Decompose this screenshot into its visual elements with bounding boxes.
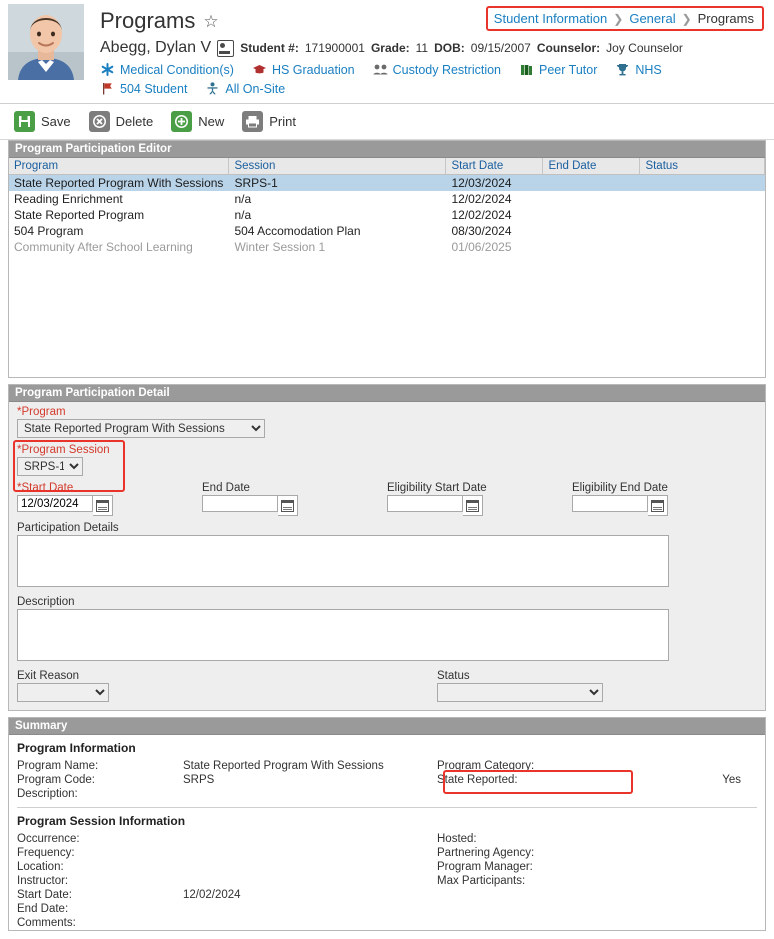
dates-row [17,482,757,516]
cell-end-date [543,175,640,192]
program-information-title: Program Information [17,741,136,755]
calendar-icon[interactable] [463,495,483,516]
occurrence-label: Occurrence: [17,833,80,845]
location-value [175,860,429,874]
cell-end-date [543,223,640,239]
program-field [17,406,757,438]
occurrence-value [175,832,429,846]
description-textarea[interactable] [17,609,669,661]
participation-details-textarea[interactable] [17,535,669,587]
column-status[interactable]: Status [640,158,765,175]
student-flags-row-1 [100,62,766,77]
program-description-value [175,787,429,801]
flag-nhs[interactable] [615,62,661,77]
flag-label: Custody Restriction [392,62,501,77]
exit-status-row [17,670,757,702]
eligibility-start-input-group [387,495,483,516]
graduation-cap-icon [252,62,267,77]
calendar-icon[interactable] [278,495,298,516]
max-participants-value [605,874,765,888]
cell-start-date: 12/03/2024 [446,175,543,192]
exit-reason-field [17,670,437,702]
spacer-label [429,787,605,801]
new-button[interactable] [171,111,224,132]
program-name-label: Program Name: [17,760,99,772]
eligibility-end-date-input[interactable] [572,495,648,512]
cell-end-date [543,239,640,255]
program-code-label: Program Code: [17,774,95,786]
table-row[interactable] [9,175,765,192]
program-select[interactable] [17,419,265,438]
column-start-date[interactable]: Start Date [446,158,543,175]
instructor-value [175,874,429,888]
table-row [9,902,765,916]
cell-program: Community After School Learning [14,240,193,254]
session-end-date-value [175,902,429,916]
eligibility-end-input-group [572,495,668,516]
print-button[interactable] [242,111,296,132]
flag-all-on-site[interactable] [205,81,285,96]
program-description-label: Description: [17,788,78,800]
cell-start-date: 08/30/2024 [451,224,512,238]
cell-start-date: 12/02/2024 [451,192,512,206]
save-label: Save [41,114,71,129]
table-row[interactable] [9,239,765,255]
frequency-value [175,846,429,860]
student-name: Abegg, Dylan V [100,39,212,56]
program-name-value: State Reported Program With Sessions [183,760,384,772]
new-icon [171,111,192,132]
editor-title: Program Participation Editor [9,141,765,158]
comments-label: Comments: [17,917,76,929]
flag-medical-conditions[interactable] [100,62,234,77]
delete-label: Delete [115,114,154,129]
detail-title: Program Participation Detail [9,385,765,402]
spacer-value [605,888,765,902]
trophy-icon [615,62,630,77]
cell-end-date [543,191,640,207]
spacer-value [605,916,765,930]
cell-start-date: 12/02/2024 [451,208,512,222]
counselor-label: Counselor: [536,41,601,55]
start-date-input[interactable] [17,495,93,512]
books-icon [519,62,534,77]
table-row[interactable] [9,223,765,239]
detail-body [9,402,765,710]
session-start-date-value: 12/02/2024 [183,889,241,901]
cell-status [640,239,765,255]
grid-header-row [9,158,765,175]
flag-custody-restriction[interactable] [373,62,501,77]
page-body [0,140,774,939]
flag-label: NHS [635,62,662,77]
table-row[interactable] [9,191,765,207]
max-participants-label: Max Participants: [437,875,526,887]
session-start-date-label: Start Date: [17,889,72,901]
session-end-date-label: End Date: [17,903,69,915]
flag-icon [100,81,115,96]
program-category-label: Program Category: [437,760,535,772]
program-session-field [17,444,757,476]
grade-label: Grade: [370,41,410,55]
breadcrumb-programs: Programs [697,11,754,26]
breadcrumb-student-information[interactable]: Student Information [493,11,608,26]
delete-icon [89,111,110,132]
eligibility-end-date-label: Eligibility End Date [572,482,668,494]
end-date-field [202,482,387,516]
table-row [9,832,765,846]
partnering-agency-value [605,846,765,860]
state-reported-label: State Reported: [437,774,518,786]
program-category-value [605,759,765,773]
cell-program: Reading Enrichment [14,192,123,206]
breadcrumb-general[interactable]: General [629,11,676,26]
program-grid [9,158,765,377]
dob-value: 09/15/2007 [470,41,531,55]
spacer-value [605,787,765,801]
spacer-label [429,888,605,902]
calendar-icon[interactable] [648,495,668,516]
program-session-information-table [9,832,765,930]
column-program[interactable]: Program [9,158,229,175]
cell-program: State Reported Program With Sessions [9,175,229,192]
breadcrumb [486,6,764,31]
program-manager-label: Program Manager: [437,861,533,873]
program-code-value: SRPS [183,774,215,786]
program-session-information-title: Program Session Information [17,814,186,828]
print-label: Print [269,114,296,129]
table-row [9,888,765,902]
participation-details-field [17,522,757,590]
status-label: Status [437,670,470,682]
grid-empty-space [9,255,765,377]
status-field [437,670,603,702]
action-toolbar [0,104,774,140]
cell-status [640,207,765,223]
student-number-label: Student #: [240,41,299,55]
flag-peer-tutor[interactable] [519,62,597,77]
eligibility-start-date-input[interactable] [387,495,463,512]
cell-session: SRPS-1 [229,175,446,192]
eligibility-start-date-field [387,482,572,516]
state-reported-value-cell [605,773,765,787]
flag-504-student[interactable] [100,81,187,96]
spacer-label [429,902,605,916]
people-icon [373,62,388,77]
counselor-value: Joy Counselor [606,41,683,55]
dob-label: DOB: [434,41,465,55]
chevron-right-icon: ❯ [681,11,692,26]
student-number-value: 171900001 [304,41,365,55]
cell-end-date [543,207,640,223]
start-date-label: *Start Date [17,482,74,494]
summary-title: Summary [9,718,765,735]
exit-reason-select[interactable] [17,683,109,702]
frequency-label: Frequency: [17,847,75,859]
save-button[interactable] [14,111,71,132]
status-select[interactable] [437,683,603,702]
flag-label: 504 Student [120,81,188,96]
student-photo [8,4,84,80]
person-site-icon [205,81,220,96]
description-field [17,596,757,664]
program-participation-detail [8,384,766,711]
flag-label: Peer Tutor [539,62,598,77]
cell-status [640,223,765,239]
flag-label: All On-Site [225,81,286,96]
description-label: Description [17,596,75,608]
program-participation-editor [8,140,766,378]
delete-button[interactable] [89,111,154,132]
summary-panel [8,717,766,931]
cell-status [640,175,765,192]
spacer-value [605,902,765,916]
table-row [9,787,765,801]
save-icon [14,111,35,132]
location-label: Location: [17,861,64,873]
program-manager-value [605,860,765,874]
table-row [9,916,765,930]
state-reported-value: Yes [722,774,741,786]
eligibility-end-date-field [572,482,757,516]
start-date-field [17,482,202,516]
start-date-input-group [17,495,113,516]
star-icon[interactable]: ☆ [203,11,219,31]
new-label: New [198,114,225,129]
column-end-date[interactable]: End Date [543,158,640,175]
flag-hs-graduation[interactable] [252,62,355,77]
page-header [0,0,774,104]
id-card-icon[interactable] [217,40,234,57]
eligibility-start-date-label: Eligibility Start Date [387,482,487,494]
grade-value: 11 [415,41,429,55]
cell-session: Winter Session 1 [234,240,326,254]
column-session[interactable]: Session [229,158,446,175]
table-row [9,874,765,888]
cell-program: 504 Program [14,224,84,238]
comments-value [175,916,429,930]
program-session-select[interactable] [17,457,83,476]
participation-details-label: Participation Details [17,522,119,534]
hosted-value [605,832,765,846]
flag-label: Medical Condition(s) [120,62,234,77]
chevron-right-icon: ❯ [613,11,624,26]
asterisk-icon [100,62,115,77]
cell-session: n/a [234,192,252,206]
end-date-input[interactable] [202,495,278,512]
program-session-label: *Program Session [17,444,110,456]
spacer-label [429,916,605,930]
cell-session: 504 Accomodation Plan [234,224,361,238]
hosted-label: Hosted: [437,833,477,845]
cell-session: n/a [234,208,252,222]
end-date-label: End Date [202,482,250,494]
cell-program: State Reported Program [14,208,145,222]
instructor-label: Instructor: [17,875,69,887]
cell-start-date: 01/06/2025 [451,240,512,254]
table-row [9,759,765,773]
program-information-table [9,759,765,801]
end-date-input-group [202,495,298,516]
flag-label: HS Graduation [271,62,355,77]
cell-status [640,191,765,207]
print-icon [242,111,263,132]
partnering-agency-label: Partnering Agency: [437,847,535,859]
student-flags-row-2 [100,81,766,96]
page-title: Programs [100,8,196,33]
exit-reason-label: Exit Reason [17,670,80,682]
table-row [9,846,765,860]
student-summary [100,39,766,57]
calendar-icon[interactable] [93,495,113,516]
program-label: *Program [17,406,66,418]
table-row [9,860,765,874]
table-row[interactable] [9,207,765,223]
table-row [9,773,765,787]
